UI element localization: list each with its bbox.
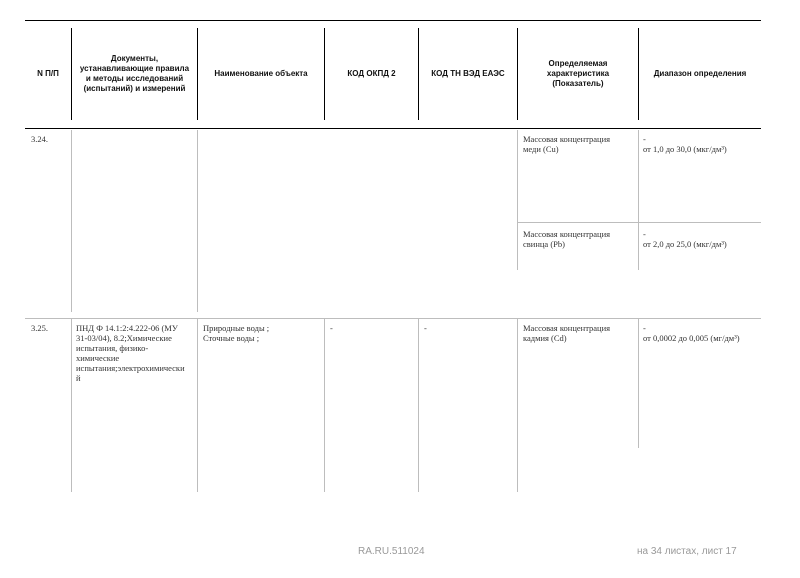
row-number: 3.24. — [31, 134, 48, 144]
row-col-divider — [71, 130, 72, 312]
header-range: Диапазон определения — [653, 69, 747, 78]
row-col-divider — [197, 130, 198, 312]
range-cell: - от 1,0 до 30,0 (мкг/дм³) — [643, 134, 727, 154]
row-col-divider — [324, 318, 325, 492]
range-cell: - от 2,0 до 25,0 (мкг/дм³) — [643, 229, 727, 249]
okpd-cell: - — [330, 323, 333, 333]
header-documents: Документы, устанавливающие правила и методы исследований (испытаний) и измерений — [79, 54, 190, 93]
row-col-divider — [638, 130, 639, 270]
subrow-divider — [517, 222, 761, 223]
row-col-divider — [517, 130, 518, 270]
object-cell: Природные воды ; Сточные воды ; — [203, 323, 270, 343]
row-col-divider — [418, 318, 419, 492]
characteristic-cell: Массовая концентрация кадмия (Cd) — [523, 323, 611, 343]
row-col-divider — [197, 318, 198, 492]
header-object: Наименование объекта — [214, 69, 308, 78]
characteristic-cell: Массовая концентрация меди (Cu) — [523, 134, 611, 154]
tnved-cell: - — [424, 323, 427, 333]
header-characteristic: Определяемая характеристика (Показатель) — [546, 59, 610, 88]
header-tnved: КОД ТН ВЭД ЕАЭС — [431, 69, 505, 78]
header-num: N П/П — [37, 69, 59, 78]
row-col-divider — [71, 318, 72, 492]
row-number: 3.25. — [31, 323, 48, 333]
row-col-divider — [638, 318, 639, 448]
row-divider — [25, 318, 761, 319]
sheet-counter: на 34 листах, лист 17 — [637, 546, 737, 557]
range-cell: - от 0,0002 до 0,005 (мг/дм³) — [643, 323, 740, 343]
header-bottom-border — [25, 128, 761, 129]
registration-number: RA.RU.511024 — [358, 546, 425, 557]
row-col-divider — [517, 318, 518, 492]
table-top-border — [25, 20, 761, 21]
document-cell: ПНД Ф 14.1:2:4.222-06 (МУ 31-03/04), 8.2;Химические испытания, физико- химические испытания;электрохимически й — [76, 323, 185, 383]
characteristic-cell: Массовая концентрация свинца (Pb) — [523, 229, 611, 249]
header-okpd: КОД ОКПД 2 — [347, 69, 396, 78]
